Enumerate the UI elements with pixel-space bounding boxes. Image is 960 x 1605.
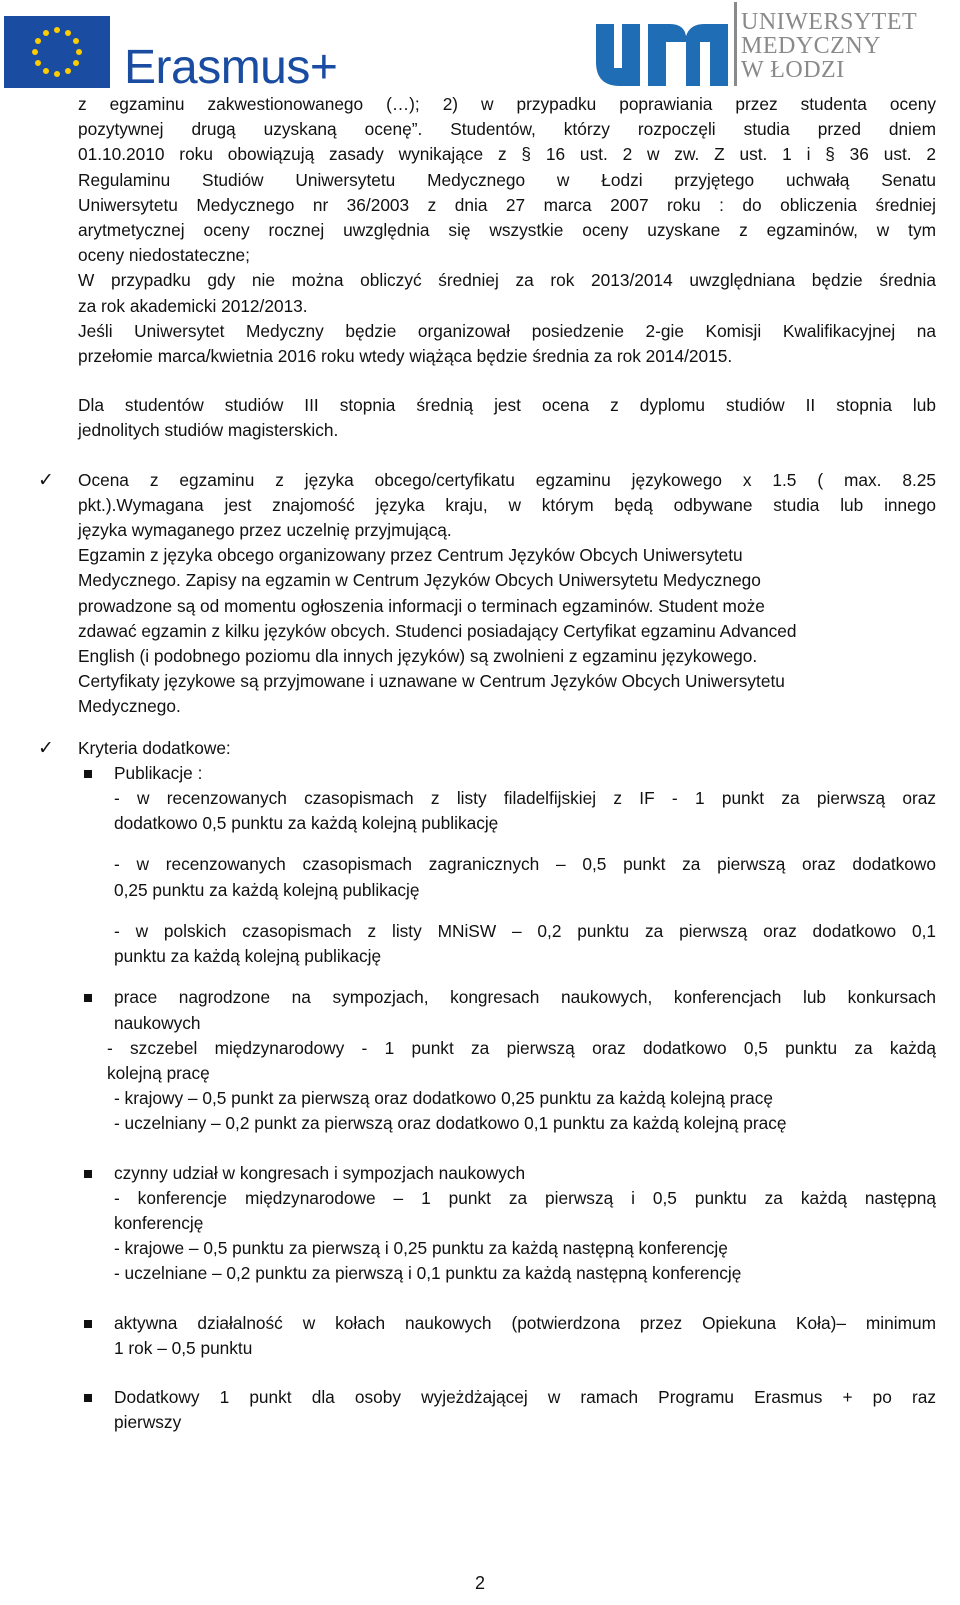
text-line: - w polskich czasopismach z listy MNiSW – 0,2 punktu za pierwszą oraz dodatkowo 0,1 xyxy=(114,920,936,941)
text-line: 1 rok – 0,5 punktu xyxy=(114,1337,253,1358)
text-line: 01.10.2010 roku obowiązują zasady wynikające z § 16 ust. 2 w zw. Z ust. 1 i § 36 ust. 2 xyxy=(78,144,936,165)
text-line: Regulaminu Studiów Uniwersytetu Medycznego w Łodzi przyjętego uchwałą Senatu xyxy=(78,169,936,190)
text-line: prowadzone są od momentu ogłoszenia informacji o terminach egzaminów. Student może xyxy=(78,595,765,616)
square-bullet-icon xyxy=(84,1170,92,1178)
checkmark-icon: ✓ xyxy=(38,737,54,759)
page-header xyxy=(0,0,960,92)
text-line: z egzaminu zakwestionowanego (…); 2) w przypadku poprawiania przez studenta oceny xyxy=(78,94,936,114)
text-line: - uczelniany – 0,2 punkt za pierwszą oraz dodatkowo 0,1 punktu za każdą kolejną pracę xyxy=(114,1113,787,1134)
um-logo-icon xyxy=(592,2,732,90)
criterion-title: czynny udział w kongresach i sympozjach naukowych xyxy=(114,1162,526,1183)
criterion-title: Publikacje : xyxy=(114,762,203,783)
text-line: - konferencje międzynarodowe – 1 punkt za pierwszą i 0,5 punktu za każdą następną xyxy=(114,1187,936,1208)
text-line: - w recenzowanych czasopismach z listy filadelfijskiej z IF - 1 punkt za pierwszą oraz xyxy=(114,788,936,809)
awards-details xyxy=(78,1036,936,1086)
paragraph-commission xyxy=(78,319,936,369)
text-line: 0,25 punktu za każdą kolejną publikację xyxy=(114,879,420,900)
square-bullet-icon xyxy=(84,1394,92,1402)
criterion-publications xyxy=(78,761,936,969)
text-line: za rok akademicki 2012/2013. xyxy=(78,295,308,316)
language-exam-section xyxy=(38,468,936,720)
text-line: kolejną pracę xyxy=(107,1062,210,1083)
text-line: dodatkowo 0,5 punktu za każdą kolejną publikację xyxy=(114,813,499,834)
criterion-congress xyxy=(78,1161,936,1287)
page-number: 2 xyxy=(474,1573,485,1593)
university-name-line: MEDYCZNY xyxy=(741,33,881,59)
text-line: - uczelniane – 0,2 punktu za pierwszą i 0,1 punktu za każdą następną konferencję xyxy=(114,1263,742,1284)
additional-criteria-section xyxy=(38,736,936,1436)
text-line: aktywna działalność w kołach naukowych (potwierdzona przez Opiekuna Koła)– minimum xyxy=(114,1312,936,1333)
text-line: English (i podobnego poziomu dla innych języków) są zwolnieni z egzaminu językowego. xyxy=(78,646,758,667)
text-line: Ocena z egzaminu z języka obcego/certyfikatu egzaminu językowego x 1.5 ( max. 8.25 xyxy=(78,469,936,490)
logo-divider xyxy=(734,2,737,86)
paragraph-third-cycle xyxy=(78,393,936,443)
text-line: jednolitych studiów magisterskich. xyxy=(78,420,339,441)
text-line: zdawać egzamin z kilku języków obcych. Studenci posiadający Certyfikat egzaminu Advanced xyxy=(78,620,797,641)
text-line: naukowych xyxy=(114,1012,201,1033)
paragraph-average-fallback xyxy=(78,268,936,318)
eu-flag-logo xyxy=(4,16,110,88)
text-line: prace nagrodzone na sympozjach, kongresach naukowych, konferencjach lub konkursach xyxy=(114,987,936,1008)
criterion-awards xyxy=(78,985,936,1035)
text-line: - w recenzowanych czasopismach zagranicznych – 0,5 punkt za pierwszą oraz dodatkowo xyxy=(114,854,936,875)
text-line: pkt.).Wymagana jest znajomość języka kraju, w którym będą odbywane studia lub innego xyxy=(78,494,936,515)
text-line: W przypadku gdy nie można obliczyć średniej za rok 2013/2014 uwzględniana będzie średnia xyxy=(78,270,936,291)
text-line: - krajowy – 0,5 punkt za pierwszą oraz dodatkowo 0,25 punktu za każdą kolejną pracę xyxy=(114,1088,773,1109)
text-line: Medycznego. xyxy=(78,696,181,717)
text-line: Certyfikaty językowe są przyjmowane i uznawane w Centrum Języków Obcych Uniwersytetu xyxy=(78,671,785,692)
text-line: - szczebel międzynarodowy - 1 punkt za pierwszą oraz dodatkowo 0,5 punktu za każdą xyxy=(107,1037,936,1058)
text-line: Egzamin z języka obcego organizowany przez Centrum Języków Obcych Uniwersytetu xyxy=(78,545,743,566)
university-name-line: W ŁODZI xyxy=(741,57,845,83)
text-line: Jeśli Uniwersytet Medyczny będzie organizował posiedzenie 2-gie Komisji Kwalifikacyjnej na xyxy=(78,320,936,341)
document-body xyxy=(38,92,936,1435)
text-line: pozytywnej drugą uzyskaną ocenę”. Studentów, którzy rozpoczęli studia przed dniem xyxy=(78,119,936,140)
university-name-line: UNIWERSYTET xyxy=(741,9,918,35)
text-line: Dodatkowy 1 punkt dla osoby wyjeżdżającej w ramach Programu Erasmus + po raz xyxy=(114,1386,936,1407)
text-line: Dla studentów studiów III stopnia średnią jest ocena z dyplomu studiów II stopnia lub xyxy=(78,395,936,416)
text-line: konferencję xyxy=(114,1212,204,1233)
awards-details-2 xyxy=(78,1086,936,1136)
university-name xyxy=(741,10,941,82)
text-line: języka wymaganego przez uczelnię przyjmującą. xyxy=(78,520,452,541)
text-line: punktu za każdą kolejną publikację xyxy=(114,946,382,967)
text-line: - krajowe – 0,5 punktu za pierwszą i 0,25 punktu za każdą następną konferencję xyxy=(114,1238,728,1259)
square-bullet-icon xyxy=(84,994,92,1002)
square-bullet-icon xyxy=(84,1320,92,1328)
text-line: przełomie marca/kwietnia 2016 roku wtedy wiążąca będzie średnia za rok 2014/2015. xyxy=(78,346,733,367)
text-line: Medycznego. Zapisy na egzamin w Centrum Języków Obcych Uniwersytetu Medycznego xyxy=(78,570,761,591)
section-title: Kryteria dodatkowe: xyxy=(78,737,231,758)
criterion-science-circles xyxy=(78,1311,936,1361)
text-line: arytmetycznej oceny rocznej uwzględnia się wszystkie oceny uzyskane z egzaminów, w tym xyxy=(78,220,936,241)
text-line: pierwszy xyxy=(114,1412,182,1433)
eu-stars-icon xyxy=(4,16,110,88)
checkmark-icon: ✓ xyxy=(38,469,54,491)
text-line: oceny niedostateczne; xyxy=(78,245,250,266)
criterion-erasmus-bonus xyxy=(78,1385,936,1435)
square-bullet-icon xyxy=(84,770,92,778)
erasmus-logo-text: Erasmus+ xyxy=(124,41,338,94)
paragraph-regulations xyxy=(78,92,936,268)
text-line: Uniwersytetu Medycznego nr 36/2003 z dnia 27 marca 2007 roku : do obliczenia średniej xyxy=(78,194,936,215)
